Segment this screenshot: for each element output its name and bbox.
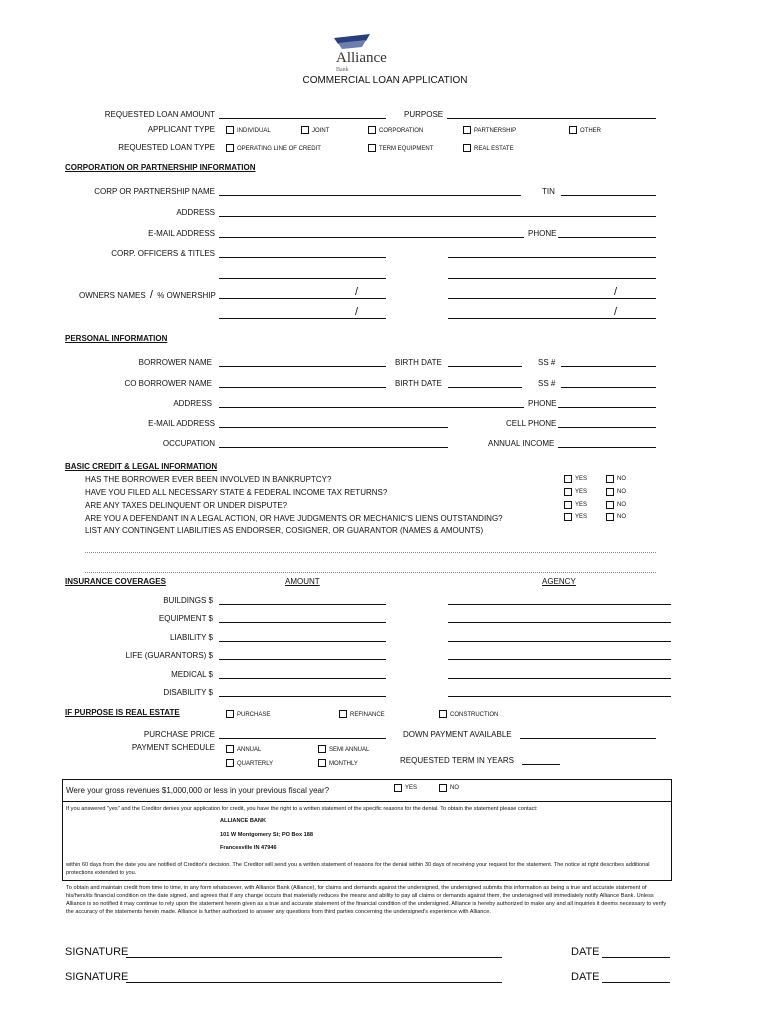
option-monthly: MONTHLY	[329, 761, 358, 767]
insurance-section-heading: INSURANCE COVERAGES	[65, 577, 166, 586]
checkbox-operating-line[interactable]	[226, 144, 234, 152]
requested-term-field[interactable]	[522, 764, 560, 765]
yes-checkbox-1[interactable]	[564, 475, 572, 483]
checkbox-partnership[interactable]	[463, 126, 471, 134]
purchase-price-label: PURCHASE PRICE	[143, 730, 215, 739]
no-checkbox-3[interactable]	[606, 501, 614, 509]
checkbox-other[interactable]	[569, 126, 577, 134]
no-checkbox-2[interactable]	[606, 488, 614, 496]
checkbox-monthly[interactable]	[318, 759, 326, 767]
occupation-label: OCCUPATION	[162, 439, 215, 448]
annual-income-label: ANNUAL INCOME	[488, 439, 555, 448]
yes-label-3: YES	[575, 502, 588, 508]
checkbox-quarterly[interactable]	[226, 759, 234, 767]
real-estate-section-heading: IF PURPOSE IS REAL ESTATE	[65, 708, 180, 717]
revenue-no-checkbox[interactable]	[439, 784, 447, 792]
date-field-2[interactable]	[602, 982, 670, 983]
owner-slash-2: /	[614, 286, 618, 298]
yes-checkbox-2[interactable]	[564, 488, 572, 496]
purpose-label: PURPOSE	[404, 110, 444, 119]
checkbox-corporation[interactable]	[368, 126, 376, 134]
option-annual: ANNUAL	[237, 747, 262, 753]
buildings-agency-field[interactable]	[448, 604, 671, 605]
alliance-logo	[330, 30, 400, 76]
owners-names-text: OWNERS NAMES	[79, 291, 146, 300]
co-borrower-name-field[interactable]	[219, 387, 386, 388]
no-checkbox-1[interactable]	[606, 475, 614, 483]
corp-email-label: E-MAIL ADDRESS	[148, 229, 215, 238]
ownership-text: % OWNERSHIP	[157, 291, 216, 300]
signature-field-1[interactable]	[126, 957, 502, 958]
yes-checkbox-3[interactable]	[564, 501, 572, 509]
option-real-estate: REAL ESTATE	[474, 146, 514, 152]
medical-amount-field[interactable]	[219, 678, 386, 679]
occupation-field[interactable]	[219, 447, 448, 448]
applicant-type-label: APPLICANT TYPE	[147, 125, 215, 134]
corp-phone-field[interactable]	[558, 237, 656, 238]
owners-separator: /	[149, 289, 153, 301]
personal-address-field[interactable]	[219, 407, 524, 408]
no-label-1: NO	[617, 476, 626, 482]
buildings-label: BUILDINGS $	[163, 596, 213, 605]
checkbox-individual[interactable]	[226, 126, 234, 134]
logo-sub: Bank	[336, 67, 349, 73]
owner-field-4[interactable]	[448, 318, 656, 319]
liability-agency-field[interactable]	[448, 641, 671, 642]
requested-loan-type-label: REQUESTED LOAN TYPE	[118, 143, 215, 152]
medical-label: MEDICAL $	[171, 670, 213, 679]
equipment-label: EQUIPMENT $	[158, 614, 213, 623]
checkbox-construction[interactable]	[439, 710, 447, 718]
owner-field-2[interactable]	[448, 298, 656, 299]
question-legal-action: ARE YOU A DEFENDANT IN A LEGAL ACTION, OR HAVE JUDGMENTS OR MECHANIC'S LIENS OUTSTANDING?	[85, 514, 503, 523]
no-checkbox-4[interactable]	[606, 513, 614, 521]
borrower-name-label: BORROWER NAME	[138, 358, 212, 367]
option-semi-annual: SEMI ANNUAL	[329, 747, 370, 753]
date-label-1: DATE	[571, 946, 600, 958]
borrower-birth-field[interactable]	[448, 366, 522, 367]
cell-phone-label: CELL PHONE	[506, 419, 557, 428]
notice-text: If you answered "yes" and the Creditor denies your application for credit, you have the right to a written statement of the specific reasons for the denial. To obtain the statement please contact:	[66, 806, 538, 812]
revenue-yes-label: YES	[405, 785, 418, 791]
disability-amount-field[interactable]	[219, 696, 386, 697]
owner-slash-4: /	[614, 306, 618, 318]
owner-slash-1: /	[355, 286, 359, 298]
page-title: COMMERCIAL LOAN APPLICATION	[302, 75, 468, 86]
purpose-field[interactable]	[447, 118, 656, 119]
corp-name-label: CORP OR PARTNERSHIP NAME	[94, 187, 215, 196]
contingent-field-1[interactable]	[85, 552, 656, 553]
medical-agency-field[interactable]	[448, 678, 671, 679]
co-borrower-ss-label: SS #	[538, 379, 556, 388]
no-label-4: NO	[617, 514, 626, 520]
owner-field-1[interactable]	[219, 298, 386, 299]
checkbox-refinance[interactable]	[339, 710, 347, 718]
borrower-birth-label: BIRTH DATE	[395, 358, 442, 367]
option-other: OTHER	[580, 128, 601, 134]
agency-header: AGENCY	[542, 577, 576, 586]
option-refinance: REFINANCE	[350, 712, 385, 718]
option-operating-line: OPERATING LINE OF CREDIT	[237, 146, 321, 152]
cell-phone-field[interactable]	[558, 427, 656, 428]
within-text: within 60 days from the date you are notified of Creditor's decision. The Creditor will send you a written statement of reasons for the denial within 30 days of receiving your request for the statement. The notice at right describes additional protections extended to you.	[66, 862, 650, 876]
borrower-ss-label: SS #	[538, 358, 556, 367]
owner-slash-3: /	[355, 306, 359, 318]
bank-street: 101 W Montgomery St; PO Box 188	[220, 832, 313, 838]
life-amount-field[interactable]	[219, 659, 386, 660]
liability-amount-field[interactable]	[219, 641, 386, 642]
borrower-name-field[interactable]	[219, 366, 386, 367]
option-purchase: PURCHASE	[237, 712, 271, 718]
contingent-liabilities-label: LIST ANY CONTINGENT LIABILITIES AS ENDORSER, COSIGNER, OR GUARANTOR (NAMES & AMOUNTS)	[85, 526, 484, 535]
revenue-question: Were your gross revenues $1,000,000 or less in your previous fiscal year?	[66, 786, 330, 795]
bank-city: Francesville IN 47946	[220, 845, 277, 851]
equipment-agency-field[interactable]	[448, 622, 671, 623]
checkbox-purchase[interactable]	[226, 710, 234, 718]
checkbox-real-estate[interactable]	[463, 144, 471, 152]
tin-label: TIN	[542, 187, 555, 196]
liability-label: LIABILITY $	[170, 633, 213, 642]
down-payment-field[interactable]	[520, 738, 656, 739]
personal-email-field[interactable]	[219, 427, 448, 428]
date-field-1[interactable]	[602, 957, 670, 958]
revenue-yes-checkbox[interactable]	[394, 784, 402, 792]
amount-header: AMOUNT	[285, 577, 320, 586]
corp-phone-label: PHONE	[528, 229, 557, 238]
yes-label-2: YES	[575, 489, 588, 495]
co-borrower-birth-label: BIRTH DATE	[395, 379, 442, 388]
personal-section-heading: PERSONAL INFORMATION	[65, 334, 168, 343]
officers-field-4[interactable]	[448, 278, 656, 279]
personal-email-label: E-MAIL ADDRESS	[148, 419, 215, 428]
credit-section-heading: BASIC CREDIT & LEGAL INFORMATION	[65, 462, 218, 471]
question-bankruptcy: HAS THE BORROWER EVER BEEN INVOLVED IN BANKRUPTCY?	[85, 475, 332, 484]
life-agency-field[interactable]	[448, 659, 671, 660]
personal-address-label: ADDRESS	[173, 399, 212, 408]
buildings-amount-field[interactable]	[219, 604, 386, 605]
tin-field[interactable]	[561, 195, 656, 196]
officers-label: CORP. OFFICERS & TITLES	[111, 249, 215, 258]
down-payment-label: DOWN PAYMENT AVAILABLE	[403, 730, 512, 739]
checkbox-term-equipment[interactable]	[368, 144, 376, 152]
annual-income-field[interactable]	[558, 447, 656, 448]
owner-field-3[interactable]	[219, 318, 386, 319]
corp-section-heading: CORPORATION OR PARTNERSHIP INFORMATION	[65, 163, 256, 172]
co-borrower-ss-field[interactable]	[561, 387, 656, 388]
yes-checkbox-4[interactable]	[564, 513, 572, 521]
logo-name: Alliance	[336, 50, 387, 66]
requested-loan-amount-label: REQUESTED LOAN AMOUNT	[104, 110, 215, 119]
disability-label: DISABILITY $	[163, 688, 213, 697]
personal-phone-label: PHONE	[528, 399, 557, 408]
requested-loan-amount-field[interactable]	[219, 118, 386, 119]
yes-label-4: YES	[575, 514, 588, 520]
payment-schedule-label: PAYMENT SCHEDULE	[131, 743, 215, 752]
authorization-text: To obtain and maintain credit from time to time, in any form whatsoever, with Alliance Bank (Alliance), for claims and demands against the undersigned, the undersigned submits this information as being a true and accurate statement of his/hers/its financial condition on the date signed, and agrees that if any change occurs that materially reduces the means and ability to pay all claims or demands against them, the undersigned will immediately notify Alliance Bank. Unless Alliance is so notified it may continue to rely upon the statement herein given as a true and accurate statement of the financial condition of the undersigned. Alliance is hereby authorized to make any and all inquiries it deems necessary to verify the accuracy of the statements herein made. Alliance is further authorized to answer any questions from third parties concerning the undersigned's experience with Alliance.	[66, 885, 667, 915]
corp-address-field[interactable]	[219, 216, 656, 217]
signature-label-1: SIGNATURE	[65, 946, 129, 958]
officers-field-1[interactable]	[219, 257, 386, 258]
signature-label-2: SIGNATURE	[65, 971, 129, 983]
personal-phone-field[interactable]	[558, 407, 656, 408]
date-label-2: DATE	[571, 971, 600, 983]
flag-icon	[332, 32, 372, 50]
officers-field-2[interactable]	[448, 257, 656, 258]
question-taxes-delinquent: ARE ANY TAXES DELINQUENT OR UNDER DISPUTE?	[85, 501, 288, 510]
signature-field-2[interactable]	[126, 982, 502, 983]
option-corporation: CORPORATION	[379, 128, 424, 134]
disability-agency-field[interactable]	[448, 696, 671, 697]
borrower-ss-field[interactable]	[561, 366, 656, 367]
checkbox-semi-annual[interactable]	[318, 745, 326, 753]
option-quarterly: QUARTERLY	[237, 761, 274, 767]
option-joint: JOINT	[312, 128, 330, 134]
option-construction: CONSTRUCTION	[450, 712, 499, 718]
corp-name-field[interactable]	[219, 195, 521, 196]
yes-label-1: YES	[575, 476, 588, 482]
bank-name: ALLIANCE BANK	[220, 818, 266, 824]
requested-term-label: REQUESTED TERM IN YEARS	[400, 756, 514, 765]
co-borrower-birth-field[interactable]	[448, 387, 522, 388]
contingent-field-2[interactable]	[85, 572, 656, 573]
option-term-equipment: TERM EQUIPMENT	[379, 146, 434, 152]
co-borrower-name-label: CO BORROWER NAME	[124, 379, 212, 388]
owners-label	[79, 289, 216, 301]
corp-address-label: ADDRESS	[176, 208, 215, 217]
no-label-3: NO	[617, 502, 626, 508]
option-individual: INDIVIDUAL	[237, 128, 271, 134]
checkbox-joint[interactable]	[301, 126, 309, 134]
officers-field-3[interactable]	[219, 278, 386, 279]
option-partnership: PARTNERSHIP	[474, 128, 517, 134]
checkbox-annual[interactable]	[226, 745, 234, 753]
revenue-no-label: NO	[450, 785, 459, 791]
no-label-2: NO	[617, 489, 626, 495]
purchase-price-field[interactable]	[219, 738, 386, 739]
question-tax-returns: HAVE YOU FILED ALL NECESSARY STATE & FEDERAL INCOME TAX RETURNS?	[85, 488, 388, 497]
equipment-amount-field[interactable]	[219, 622, 386, 623]
corp-email-field[interactable]	[219, 237, 524, 238]
life-label: LIFE (GUARANTORS) $	[125, 651, 213, 660]
